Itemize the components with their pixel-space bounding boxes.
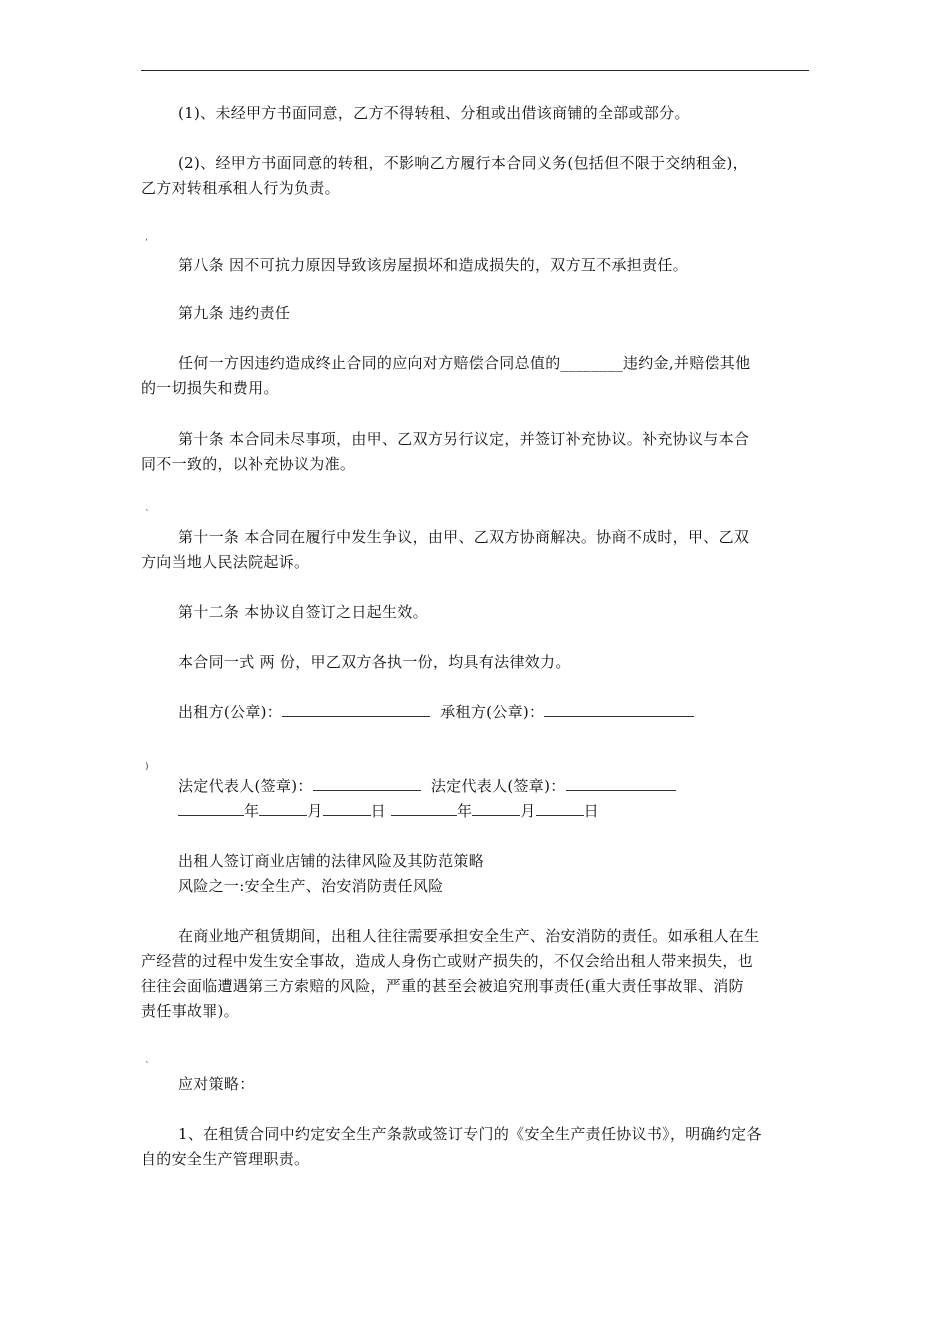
stray-mark: )	[145, 762, 149, 772]
article-11-line1: 第十一条 本合同在履行中发生争议，由甲、乙双方协商解决。协商不成时，甲、乙双	[178, 528, 750, 546]
header-rule	[141, 70, 809, 71]
lessee-day-label: 日	[583, 802, 599, 820]
lessee-day-blank	[536, 799, 584, 816]
lessor-representative-label: 法定代表人(签章)：	[178, 777, 313, 795]
strategy-heading: 应对策略：	[178, 1075, 255, 1093]
lessee-month-blank	[472, 799, 520, 816]
article-10-line2: 同不一致的，以补充协议为准。	[141, 455, 356, 473]
lessor-year-label: 年	[244, 802, 260, 820]
lessee-seal-blank	[544, 700, 694, 717]
copies-clause: 本合同一式 两 份，甲乙双方各执一份，均具有法律效力。	[178, 653, 571, 671]
lessor-representative-blank	[313, 774, 421, 791]
lessee-year-blank	[391, 799, 457, 816]
breach-clause-line2: 的一切损失和费用。	[141, 379, 279, 397]
lessee-month-label: 月	[520, 802, 536, 820]
strategy-1-line2: 自的安全生产管理职责。	[141, 1150, 310, 1168]
article-10-line1: 第十条 本合同未尽事项，由甲、乙双方另行议定，并签订补充协议。补充协议与本合	[178, 430, 750, 448]
risk-paragraph-line3: 往往会面临遭遇第三方索赔的风险，严重的甚至会被追究刑事责任(重大责任事故罪、消防	[141, 977, 744, 995]
clause-sublet-2-line1: (2)、经甲方书面同意的转租，不影响乙方履行本合同义务(包括但不限于交纳租金)，	[178, 154, 748, 172]
section-heading: 出租人签订商业店铺的法律风险及其防范策略	[178, 852, 485, 870]
strategy-1-line1: 1、在租赁合同中约定安全生产条款或签订专门的《安全生产责任协议书》，明确约定各	[178, 1125, 762, 1143]
lessor-seal-blank	[282, 700, 430, 717]
date-line	[178, 799, 809, 823]
lessor-year-blank	[178, 799, 244, 816]
lessor-day-blank	[323, 799, 371, 816]
article-9-title: 第九条 违约责任	[178, 304, 291, 322]
breach-text-pre: 任何一方因违约造成终止合同的应向对方赔偿合同总值的	[178, 354, 561, 372]
penalty-blank: ________	[560, 354, 623, 372]
lessee-representative-label: 法定代表人(签章)：	[430, 777, 566, 795]
article-12: 第十二条 本协议自签订之日起生效。	[178, 603, 428, 621]
representative-line	[178, 774, 809, 798]
article-8: 第八条 因不可抗力原因导致该房屋损坏和造成损失的，双方互不承担责任。	[178, 256, 688, 274]
risk-paragraph-line1: 在商业地产租赁期间，出租人往往需要承担安全生产、治安消防的责任。如承租人在生	[178, 927, 760, 945]
lessor-month-label: 月	[307, 802, 323, 820]
lessee-year-label: 年	[457, 802, 473, 820]
stray-mark: `	[145, 510, 150, 520]
lessee-seal-label: 承租方(公章)：	[440, 703, 545, 721]
stray-mark: ‘	[145, 238, 148, 248]
lessee-representative-blank	[566, 774, 676, 791]
breach-text-post: 违约金,并赔偿其他	[622, 354, 751, 372]
lessor-day-label: 日	[370, 802, 386, 820]
article-11-line2: 方向当地人民法院起诉。	[141, 553, 310, 571]
risk-paragraph-line4: 责任事故罪)。	[141, 1002, 239, 1020]
clause-sublet-1: (1)、未经甲方书面同意，乙方不得转租、分租或出借该商铺的全部或部分。	[178, 104, 690, 122]
risk-paragraph-line2: 产经营的过程中发生安全事故，造成人身伤亡或财产损失的，不仅会给出租人带来损失，也	[141, 952, 754, 970]
clause-sublet-2-line2: 乙方对转租承租人行为负责。	[141, 179, 340, 197]
lessor-month-blank	[259, 799, 307, 816]
breach-clause-line1	[178, 351, 809, 375]
stray-mark: `	[145, 1062, 150, 1072]
lessor-seal-label: 出租方(公章)：	[178, 703, 283, 721]
risk-1-heading: 风险之一:安全生产、治安消防责任风险	[178, 877, 444, 895]
seal-line	[178, 700, 809, 724]
